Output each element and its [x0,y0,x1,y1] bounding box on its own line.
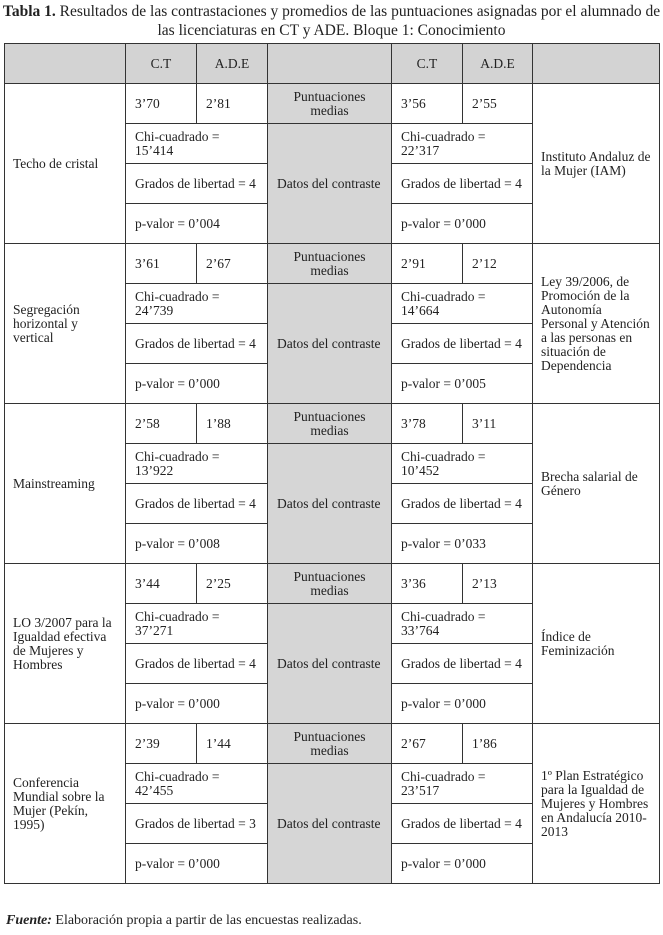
chi-left: Chi-cuadrado = 37’271 [126,604,268,644]
chi-left: Chi-cuadrado = 42’455 [126,764,268,804]
p-left: p-valor = 0’000 [126,844,268,884]
mean-ade-right: 2’12 [463,244,533,284]
puntuaciones-label: Puntuaciones medias [268,244,392,284]
reference-cell: Índice de Feminización [533,564,660,724]
concept-cell: Conferencia Mundial sobre la Mujer (Pekín, 1995) [5,724,126,884]
datos-label: Datos del contraste [268,284,392,404]
mean-ct-left: 2’58 [126,404,197,444]
gl-left: Grados de libertad = 4 [126,484,268,524]
header-blank-concept [5,44,126,84]
chi-right: Chi-cuadrado = 10’452 [392,444,533,484]
table-body [5,84,660,884]
mean-ct-right: 3’56 [392,84,463,124]
mean-ade-right: 1’86 [463,724,533,764]
table-row [5,724,660,764]
p-left: p-valor = 0’004 [126,204,268,244]
concept-cell: Techo de cristal [5,84,126,244]
mean-ct-left: 3’70 [126,84,197,124]
mean-ade-left: 1’44 [197,724,268,764]
gl-left: Grados de libertad = 4 [126,644,268,684]
puntuaciones-label: Puntuaciones medias [268,564,392,604]
p-left: p-valor = 0’000 [126,364,268,404]
reference-cell: Ley 39/2006, de Promoción de la Autonomía Personal y Atención a las personas en situación de Dependencia [533,244,660,404]
gl-left: Grados de libertad = 4 [126,164,268,204]
chi-right: Chi-cuadrado = 14’664 [392,284,533,324]
caption-label: Tabla 1. [2,3,56,20]
mean-ct-right: 3’78 [392,404,463,444]
mean-ct-right: 2’91 [392,244,463,284]
p-left: p-valor = 0’000 [126,684,268,724]
mean-ade-left: 1’88 [197,404,268,444]
header-blank-middle [268,44,392,84]
mean-ct-right: 2’67 [392,724,463,764]
gl-right: Grados de libertad = 4 [392,644,533,684]
chi-left: Chi-cuadrado = 24’739 [126,284,268,324]
p-right: p-valor = 0’000 [392,204,533,244]
source-note [6,913,362,929]
source-text: Elaboración propia a partir de las encuestas realizadas. [55,913,362,928]
mean-ct-left: 2’39 [126,724,197,764]
chi-right: Chi-cuadrado = 23’517 [392,764,533,804]
mean-ct-left: 3’61 [126,244,197,284]
puntuaciones-label: Puntuaciones medias [268,84,392,124]
table-row [5,404,660,444]
table-row [5,564,660,604]
concept-cell: LO 3/2007 para la Igualdad efectiva de Mujeres y Hombres [5,564,126,724]
gl-right: Grados de libertad = 4 [392,164,533,204]
puntuaciones-label: Puntuaciones medias [268,404,392,444]
p-right: p-valor = 0’033 [392,524,533,564]
results-table [4,43,660,884]
mean-ade-right: 2’13 [463,564,533,604]
mean-ade-left: 2’25 [197,564,268,604]
mean-ade-left: 2’67 [197,244,268,284]
reference-cell: Instituto Andaluz de la Mujer (IAM) [533,84,660,244]
caption-text: Resultados de las contrastaciones y promedios de las puntuaciones asignadas por el alumnado de las licenciaturas en CT y ADE. Bloque 1: Conocimiento [59,3,661,39]
table-row [5,244,660,284]
mean-ade-right: 3’11 [463,404,533,444]
gl-left: Grados de libertad = 4 [126,324,268,364]
reference-cell: Brecha salarial de Género [533,404,660,564]
header-ct-left: C.T [126,44,197,84]
header-ade-left: A.D.E [197,44,268,84]
datos-label: Datos del contraste [268,604,392,724]
mean-ct-right: 3’36 [392,564,463,604]
concept-cell: Segregación horizontal y vertical [5,244,126,404]
header-blank-reference [533,44,660,84]
chi-left: Chi-cuadrado = 15’414 [126,124,268,164]
chi-left: Chi-cuadrado = 13’922 [126,444,268,484]
reference-cell: 1º Plan Estratégico para la Igualdad de Mujeres y Hombres en Andalucía 2010-2013 [533,724,660,884]
concept-cell: Mainstreaming [5,404,126,564]
datos-label: Datos del contraste [268,764,392,884]
table-header [5,44,660,84]
p-right: p-valor = 0’000 [392,844,533,884]
puntuaciones-label: Puntuaciones medias [268,724,392,764]
datos-label: Datos del contraste [268,124,392,244]
p-left: p-valor = 0’008 [126,524,268,564]
mean-ct-left: 3’44 [126,564,197,604]
mean-ade-left: 2’81 [197,84,268,124]
datos-label: Datos del contraste [268,444,392,564]
table-row [5,84,660,124]
gl-right: Grados de libertad = 4 [392,484,533,524]
mean-ade-right: 2’55 [463,84,533,124]
header-ade-right: A.D.E [463,44,533,84]
header-ct-right: C.T [392,44,463,84]
chi-right: Chi-cuadrado = 22’317 [392,124,533,164]
table-caption [0,2,663,40]
chi-right: Chi-cuadrado = 33’764 [392,604,533,644]
gl-right: Grados de libertad = 4 [392,804,533,844]
gl-left: Grados de libertad = 3 [126,804,268,844]
gl-right: Grados de libertad = 4 [392,324,533,364]
p-right: p-valor = 0’005 [392,364,533,404]
source-label: Fuente: [6,913,52,928]
p-right: p-valor = 0’000 [392,684,533,724]
